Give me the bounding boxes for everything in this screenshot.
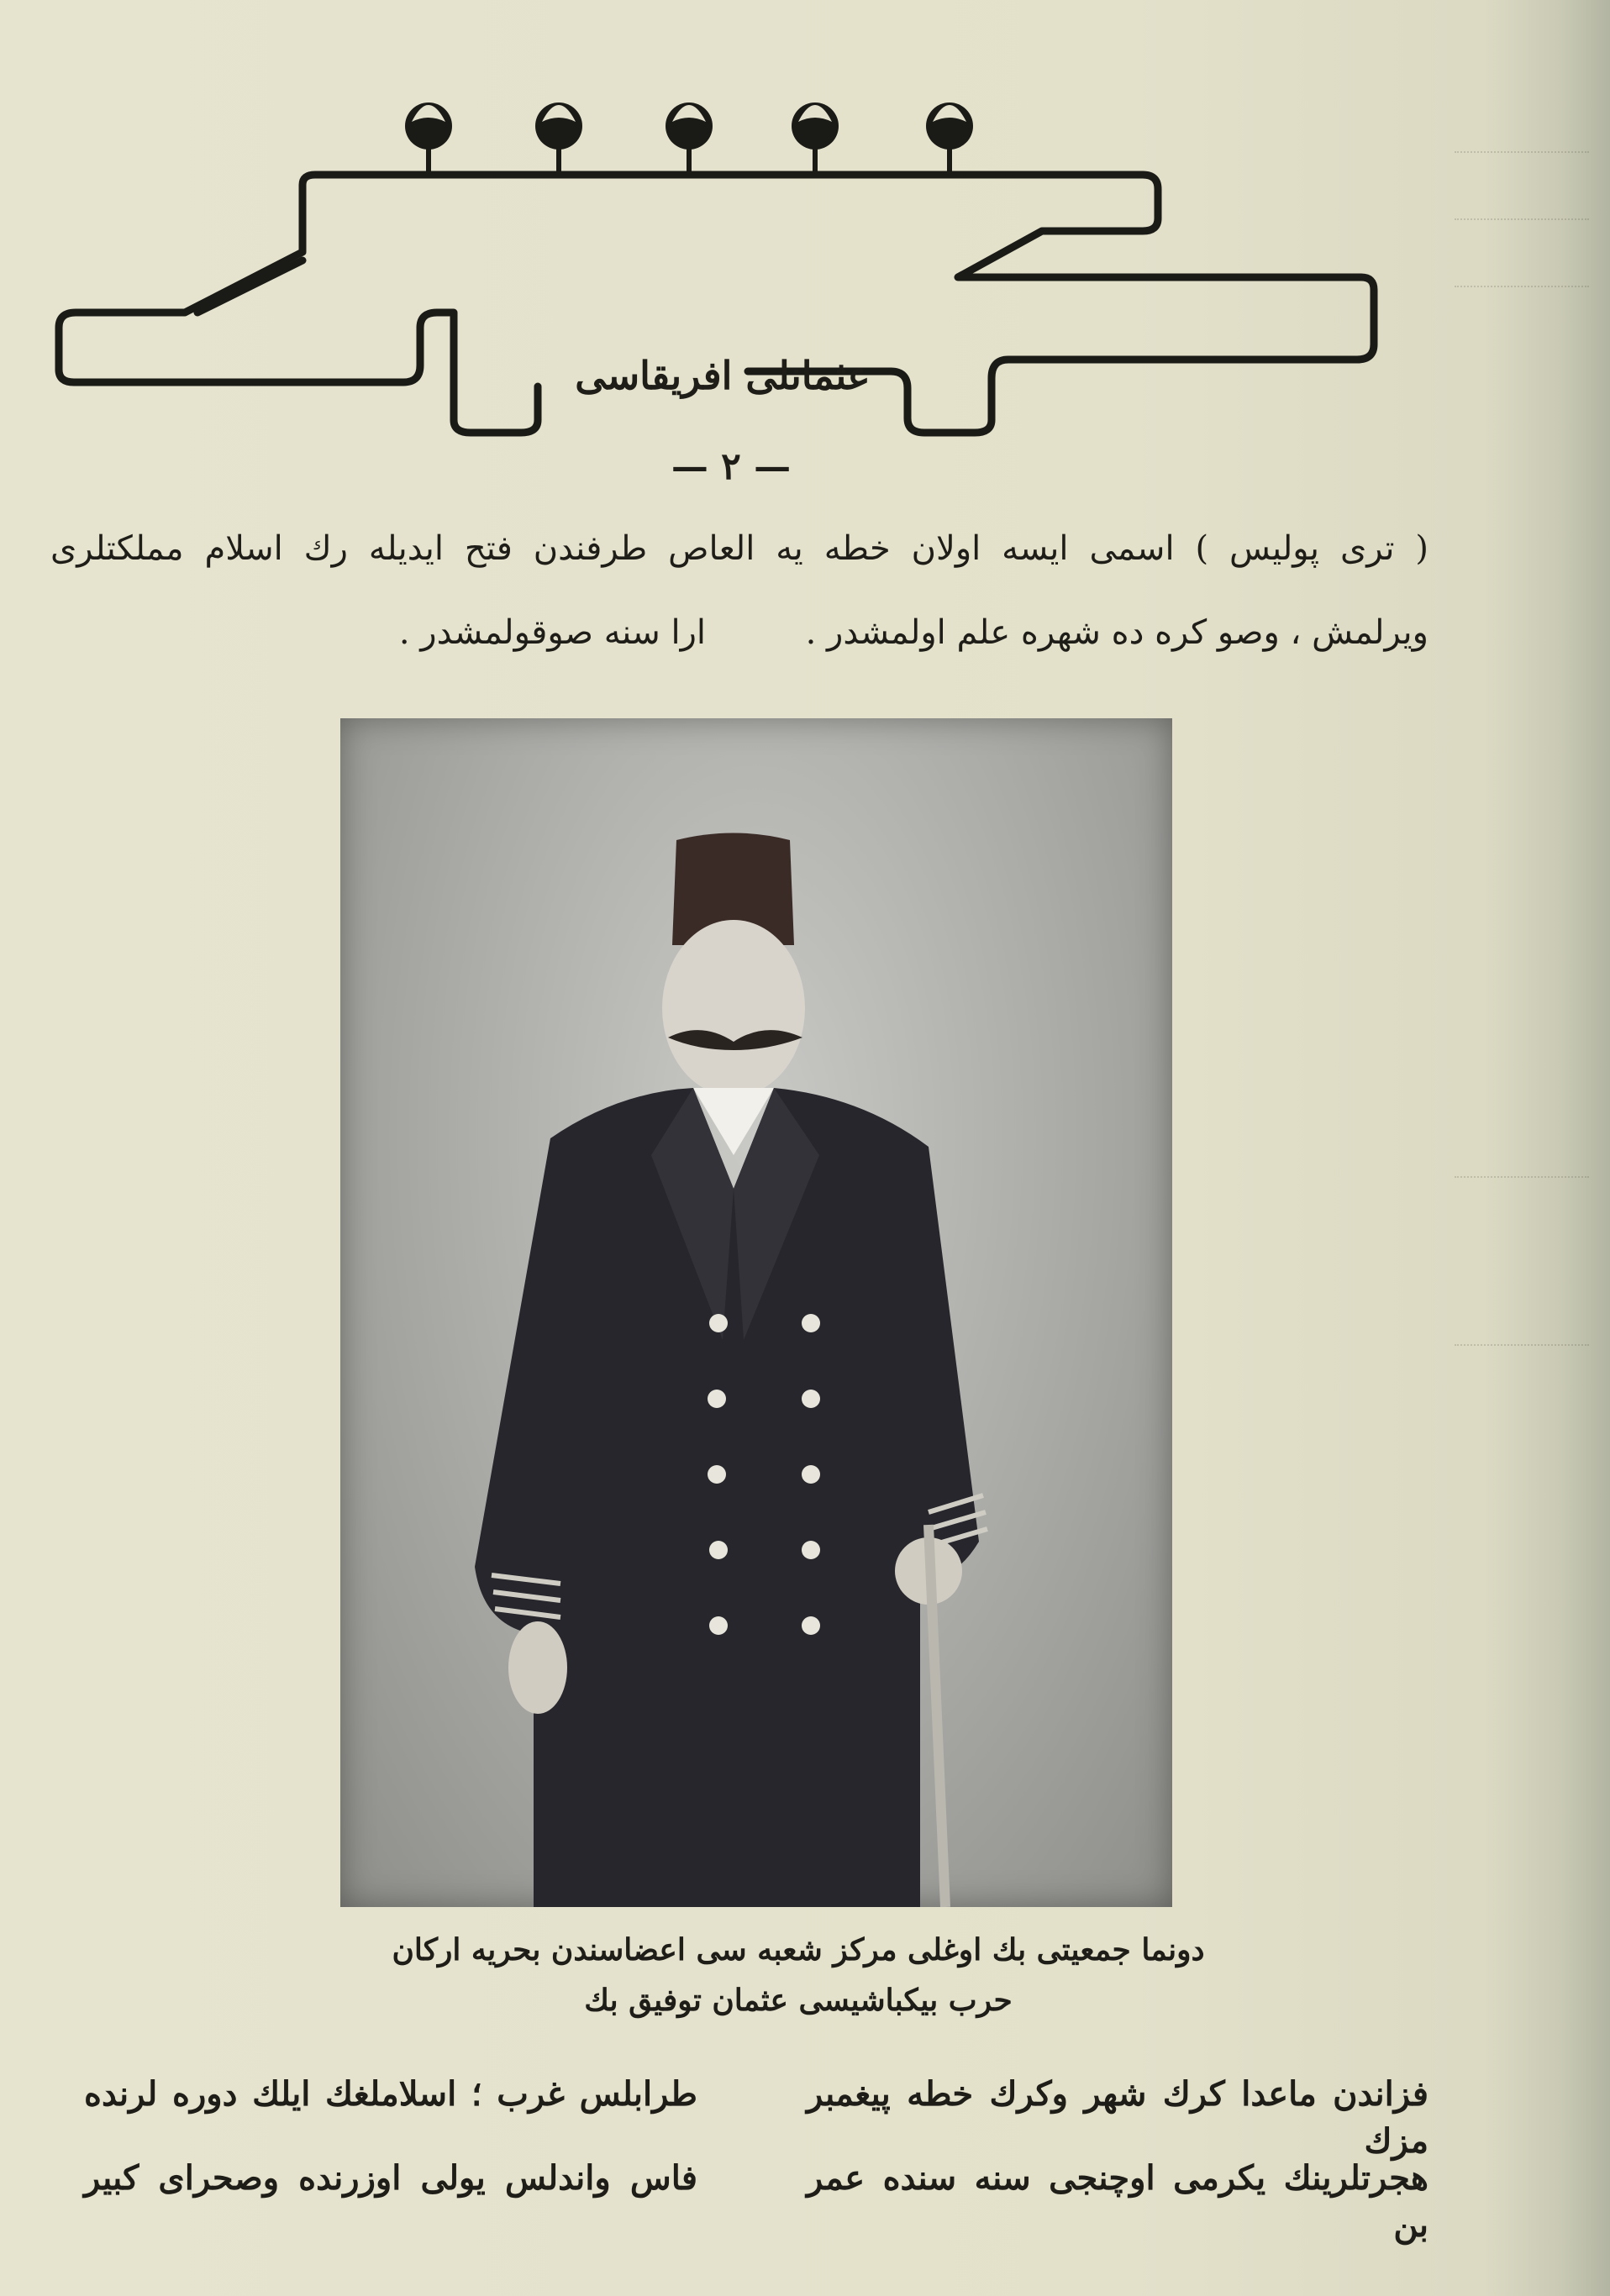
photo-caption-line: دونما جمعيتى بك اوغلى مركز شعبه سى اعضاسندن بحريه اركان	[392, 1932, 1205, 1968]
body-text-line: ارا سنه صوقولمشدر .	[398, 613, 706, 652]
article-title: عثمانلى افريقاسى	[575, 353, 871, 398]
officer-portrait-image	[340, 718, 1172, 1907]
show-through-text	[1455, 286, 1589, 294]
part-number: — ٢ —	[671, 445, 792, 488]
flower-finial-icon	[405, 102, 973, 175]
portrait-photograph	[340, 718, 1172, 1907]
body-text-line: ويرلمش ، وصو كره ده شهره علم اولمشدر .	[805, 613, 1428, 652]
show-through-text	[1455, 218, 1589, 227]
body-text-line: ( ترى پوليس ) اسمى ايسه اولان خطه يه العاص طرفندن فتح ايديله رك اسلام مملكتلرى	[50, 529, 1428, 568]
page-spine-shadow	[1484, 0, 1610, 2296]
right-column-line: فزاندن ماعدا كرك شهر وكرك خطه پيغمبر مزك	[807, 2074, 1428, 2161]
show-through-text	[1455, 1344, 1589, 1353]
right-column-line: هجرتلرينك يكرمى اوچنجى سنه سنده عمر بن	[807, 2158, 1428, 2245]
photo-caption-line: حرب بيكباشيسى عثمان توفيق بك	[584, 1983, 1013, 2018]
show-through-text	[1455, 1176, 1589, 1185]
left-column-line: طرابلس غرب ؛ اسلاملغك ايلك دوره لرنده	[84, 2074, 697, 2114]
show-through-text	[1455, 151, 1589, 160]
left-column-line: فاس واندلس يولى اوزرنده وصحراى كبير	[84, 2158, 697, 2198]
